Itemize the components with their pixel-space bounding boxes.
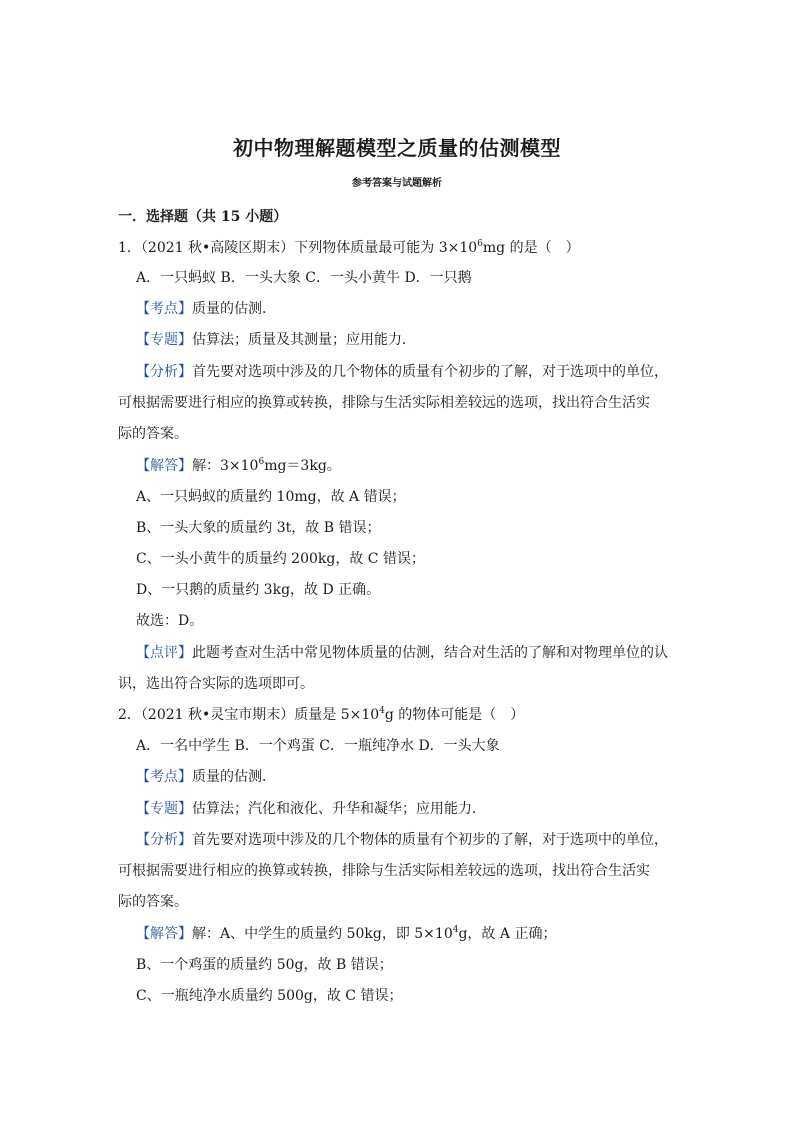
question-2-stem: 2．（2021 秋•灵宝市期末）质量是 $5\times 10^4g$ 的物体可能是（ ） [118, 706, 525, 723]
page-subtitle: 参考答案与试题解析 [352, 178, 442, 189]
question-2-fenxi-line2: 可根据需要进行相应的换算或转换，排除与生活实际相差较远的选项，找出符合生活实 [118, 863, 650, 879]
question-1-option-a: A、一只蚂蚁的质量约 10mg，故 A 错误； [136, 489, 406, 505]
question-1-jieda: 【解答】解：$3\times 10^6mg=3kg$。 [136, 457, 341, 474]
question-1-fenxi-line3: 际的答案。 [118, 426, 188, 442]
question-2-option-b: B、一个鸡蛋的质量约 50g，故 B 错误； [136, 957, 393, 973]
question-2-fenxi-line3: 际的答案。 [118, 894, 188, 910]
question-1-dianping-line2: 识，选出符合实际的选项即可。 [118, 676, 314, 692]
question-1-option-b: B、一头大象的质量约 3t，故 B 错误； [136, 520, 381, 536]
question-2-zhuanti: 【专题】估算法；汽化和液化、升华和凝华；应用能力． [136, 801, 486, 817]
question-1-option-d: D、一只鹅的质量约 3kg，故 D 正确。 [136, 582, 381, 598]
question-1-stem: 1．（2021 秋•高陵区期末）下列物体质量最可能为 $3\times 10^6mg$ 的是（ ） [118, 239, 580, 256]
question-1-zhuanti: 【专题】估算法；质量及其测量；应用能力． [136, 332, 416, 348]
question-2-options: A．一名中学生 B．一个鸡蛋 C．一瓶纯净水 D．一头大象 [136, 738, 500, 754]
question-2-option-c: C、一瓶纯净水质量约 500g，故 C 错误； [136, 988, 403, 1004]
question-1-option-c: C、一头小黄牛的质量约 200kg，故 C 错误； [136, 551, 425, 567]
question-1-dianping: 【点评】此题考查对生活中常见物体质量的估测，结合对生活的了解和对物理单位的认 [136, 645, 668, 661]
question-2-fenxi: 【分析】首先要对选项中涉及的几个物体的质量有个初步的了解，对于选项中的单位， [136, 832, 668, 848]
page-title: 初中物理解题模型之质量的估测模型 [233, 136, 561, 160]
question-2-kaodian: 【考点】质量的估测． [136, 769, 276, 785]
question-1-answer: 故选：D。 [136, 613, 204, 629]
question-1-kaodian: 【考点】质量的估测． [136, 301, 276, 317]
question-1-options: A．一只蚂蚁 B．一头大象 C．一头小黄牛 D．一只鹅 [136, 270, 472, 286]
question-1-fenxi-line2: 可根据需要进行相应的换算或转换，排除与生活实际相差较远的选项，找出符合生活实 [118, 395, 650, 411]
question-2-jieda: 【解答】解：A、中学生的质量约 50kg，即 $5\times 10^4g$，故 A 正确； [136, 925, 557, 942]
section-heading: 一．选择题（共 15 小题） [118, 209, 288, 225]
question-1-fenxi: 【分析】首先要对选项中涉及的几个物体的质量有个初步的了解，对于选项中的单位， [136, 364, 668, 380]
